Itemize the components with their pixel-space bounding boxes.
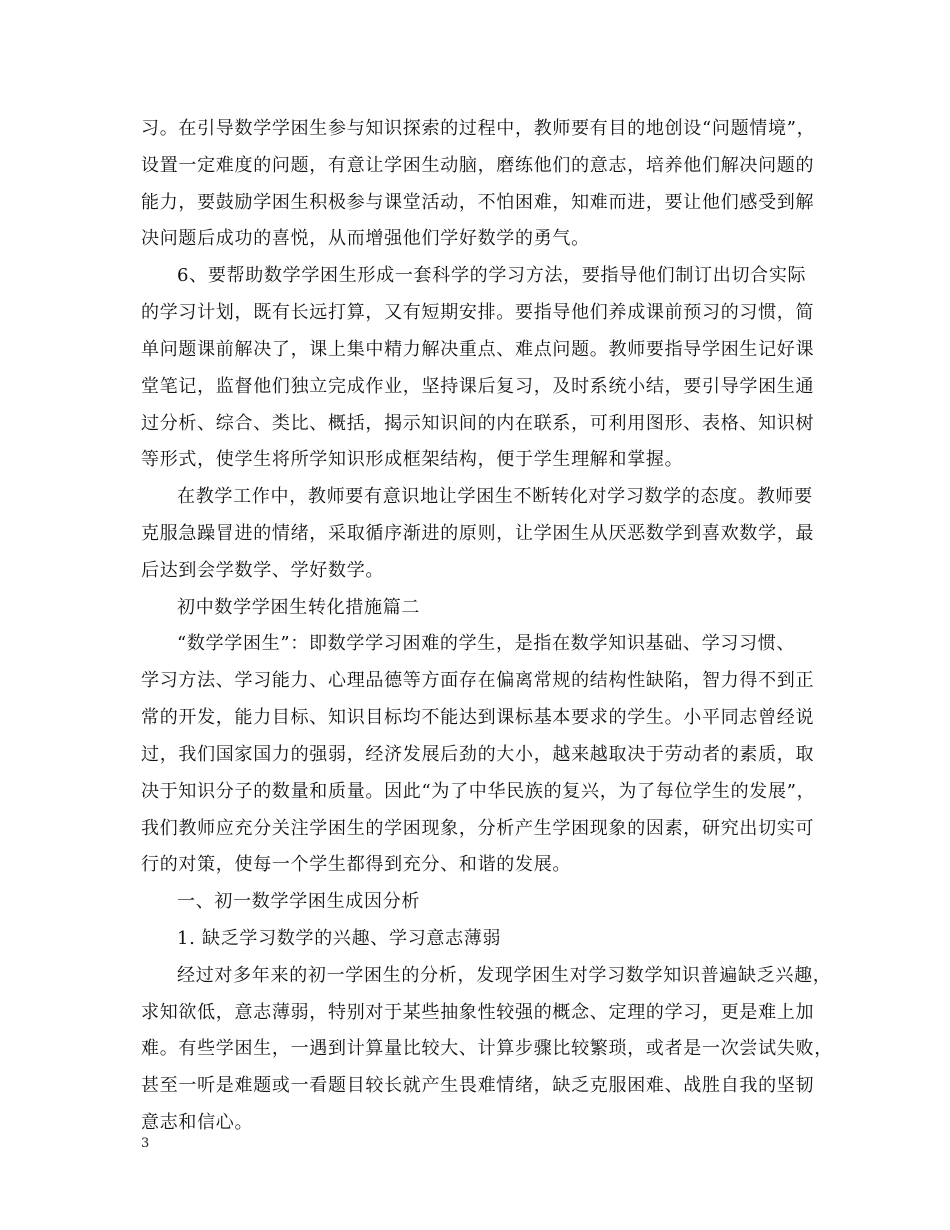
subsection-heading: 1. 缺乏学习数学的兴趣、学习意志薄弱 [177, 928, 502, 949]
text-line: 设置一定难度的问题，有意让学困生动脑，磨练他们的意志，培养他们解决问题的 [141, 155, 815, 176]
text-line: 克服急躁冒进的情绪，采取循序渐进的原则，让学困生从厌恶数学到喜欢数学，最 [141, 523, 815, 544]
text-line: 我们教师应充分关注学困生的学困现象，分析产生学困现象的因素，研究出切实可 [141, 818, 815, 839]
text-line: 单问题课前解决了，课上集中精力解决重点、难点问题。教师要指导学困生记好课 [141, 339, 815, 360]
text-line: 行的对策，使每一个学生都得到充分、和谐的发展。 [141, 854, 572, 875]
text-line: 能力，要鼓励学困生积极参与课堂活动，不怕困难，知难而进，要让他们感受到解 [141, 192, 815, 213]
text-line: 甚至一听是难题或一看题目较长就产生畏难情绪，缺乏克服困难、战胜自我的坚韧 [141, 1075, 815, 1096]
paragraph-first-line: “数学学困生”：即数学学习困难的学生，是指在数学知识基础、学习习惯、 [177, 633, 796, 654]
paragraph-first-line: 经过对多年来的初一学困生的分析，发现学困生对学习数学知识普遍缺乏兴趣， [177, 965, 832, 986]
text-line: 过，我们国家国力的强弱，经济发展后劲的大小，越来越取决于劳动者的素质，取 [141, 744, 815, 765]
text-line: 的学习计划，既有长远打算，又有短期安排。要指导他们养成课前预习的习惯，简 [141, 302, 815, 323]
text-line: 常的开发，能力目标、知识目标均不能达到课标基本要求的学生。小平同志曾经说 [141, 707, 815, 728]
text-line: 决于知识分子的数量和质量。因此“为了中华民族的复兴，为了每位学生的发展”， [141, 781, 816, 802]
text-line: 过分析、综合、类比、概括，揭示知识间的内在联系，可利用图形、表格、知识树 [141, 413, 815, 434]
text-line: 堂笔记，监督他们独立完成作业，坚持课后复习，及时系统小结，要引导学困生通 [141, 376, 815, 397]
paragraph-first-line: 6、要帮助数学学困生形成一套科学的学习方法，要指导他们制订出切合实际 [177, 265, 807, 286]
text-line: 决问题后成功的喜悦，从而增强他们学好数学的勇气。 [141, 228, 590, 249]
text-line: 意志和信心。 [141, 1112, 254, 1133]
section-title: 初中数学学困生转化措施篇二 [177, 597, 421, 618]
subsection-heading: 一、初一数学学困生成因分析 [177, 891, 421, 912]
text-line: 等形式，使学生将所学知识形成框架结构，便于学生理解和掌握。 [141, 449, 684, 470]
text-line: 习。在引导数学学困生参与知识探索的过程中，教师要有目的地创设“问题情境”， [141, 118, 816, 139]
text-line: 求知欲低，意志薄弱，特别对于某些抽象性较强的概念、定理的学习，更是难上加 [141, 1002, 815, 1023]
paragraph-first-line: 在教学工作中，教师要有意识地让学困生不断转化对学习数学的态度。教师要 [177, 486, 813, 507]
text-line: 后达到会学数学、学好数学。 [141, 560, 385, 581]
text-line: 学习方法、学习能力、心理品德等方面存在偏离常规的结构性缺陷，智力得不到正 [141, 670, 815, 691]
text-line: 难。有些学困生，一遇到计算量比较大、计算步骤比较繁琐，或者是一次尝试失败， [141, 1038, 833, 1059]
page-number: 3 [141, 1136, 150, 1151]
